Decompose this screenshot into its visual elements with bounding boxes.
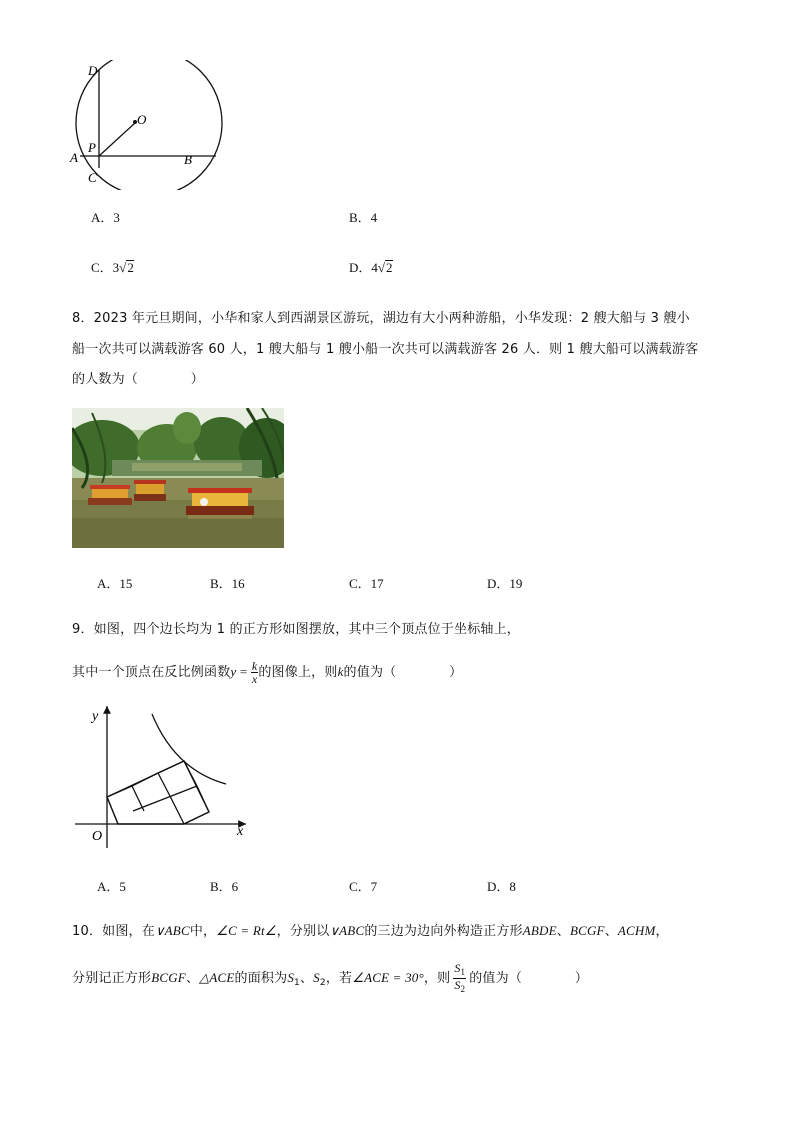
q8-text-line1: 8．2023 年元旦期间，小华和家人到西湖景区游玩，湖边有大小两种游船，小华发现：2 艘大船与 3 艘小 [72, 311, 690, 326]
q7-label-d: D [88, 63, 98, 78]
q9-label-o: O [92, 829, 103, 844]
q9-square-grid [107, 761, 209, 824]
q7-label-a: A [70, 150, 78, 165]
q7-label-o: O [137, 112, 147, 127]
q7-circle [76, 60, 222, 190]
q7-option-a[interactable]: A．3 [91, 210, 120, 225]
q7-option-b[interactable]: B．4 [349, 210, 378, 225]
q8-option-b[interactable]: B．16 [210, 576, 245, 591]
q8-text-line3: 的人数为（ ） [72, 372, 205, 387]
q9-text-line1: 9．如图，四个边长均为 1 的正方形如图摆放，其中三个顶点位于坐标轴上， [72, 622, 521, 637]
q8-lake-photo [72, 408, 284, 548]
q7-option-d[interactable]: D．4√2 [349, 260, 393, 275]
q9-option-d[interactable]: D．8 [487, 879, 516, 894]
q7-label-b: B [184, 152, 192, 167]
q9-squares-outline [107, 761, 209, 824]
sqrt-sign: √ [119, 260, 127, 275]
q9-fraction-k-over-x: $\frac{k}{x}$ [251, 659, 258, 686]
boat-middle [134, 480, 166, 501]
q8-option-d[interactable]: D．19 [487, 576, 523, 591]
q10-fraction-s1-over-s2: $\frac{S_1}{S_2}$ [454, 961, 466, 994]
q9-option-c[interactable]: C．7 [349, 879, 378, 894]
q9-option-b[interactable]: B．6 [210, 879, 239, 894]
q7-label-p: P [88, 140, 96, 155]
q10-text-line2: 分别记正方形BCGF、△ACE的面积为$S_1$、$S_2$，若∠ACE = 30°，则 $\frac{S_1}{S_2}$ 的值为（ ） [72, 961, 589, 994]
q7-circle-figure [66, 60, 236, 190]
q7-label-c: C [88, 170, 97, 185]
q9-option-a[interactable]: A．5 [97, 879, 126, 894]
q8-option-a[interactable]: A．15 [97, 576, 133, 591]
q9-hyperbola-curve [152, 714, 226, 784]
q8-option-c[interactable]: C．17 [349, 576, 384, 591]
boat-right [186, 488, 254, 515]
q9-label-y: y [92, 709, 99, 724]
q7-option-c[interactable]: C．3√2 [91, 260, 134, 275]
q9-text-line2: 其中一个顶点在反比例函数y = $\frac{k}{x}$ 的图像上，则k的值为（ ） [72, 659, 463, 686]
q9-coordinate-figure [70, 700, 255, 855]
q9-label-x: x [237, 824, 244, 839]
q8-text-line2: 船一次共可以满载游客 60 人，1 艘大船与 1 艘小船一次共可以满载游客 26 人．则 1 艘大船可以满载游客 [72, 342, 699, 357]
boat-left [88, 485, 132, 505]
sqrt-sign: √ [377, 260, 386, 275]
q10-text-line1: 10．如图，在∨ABC中，∠C = Rt∠，分别以∨ABC的三边为边向外构造正方形ABDE、BCGF、ACHM， [72, 923, 669, 939]
q7-segment-po [99, 123, 135, 156]
lake-boat-illustration [72, 408, 284, 548]
